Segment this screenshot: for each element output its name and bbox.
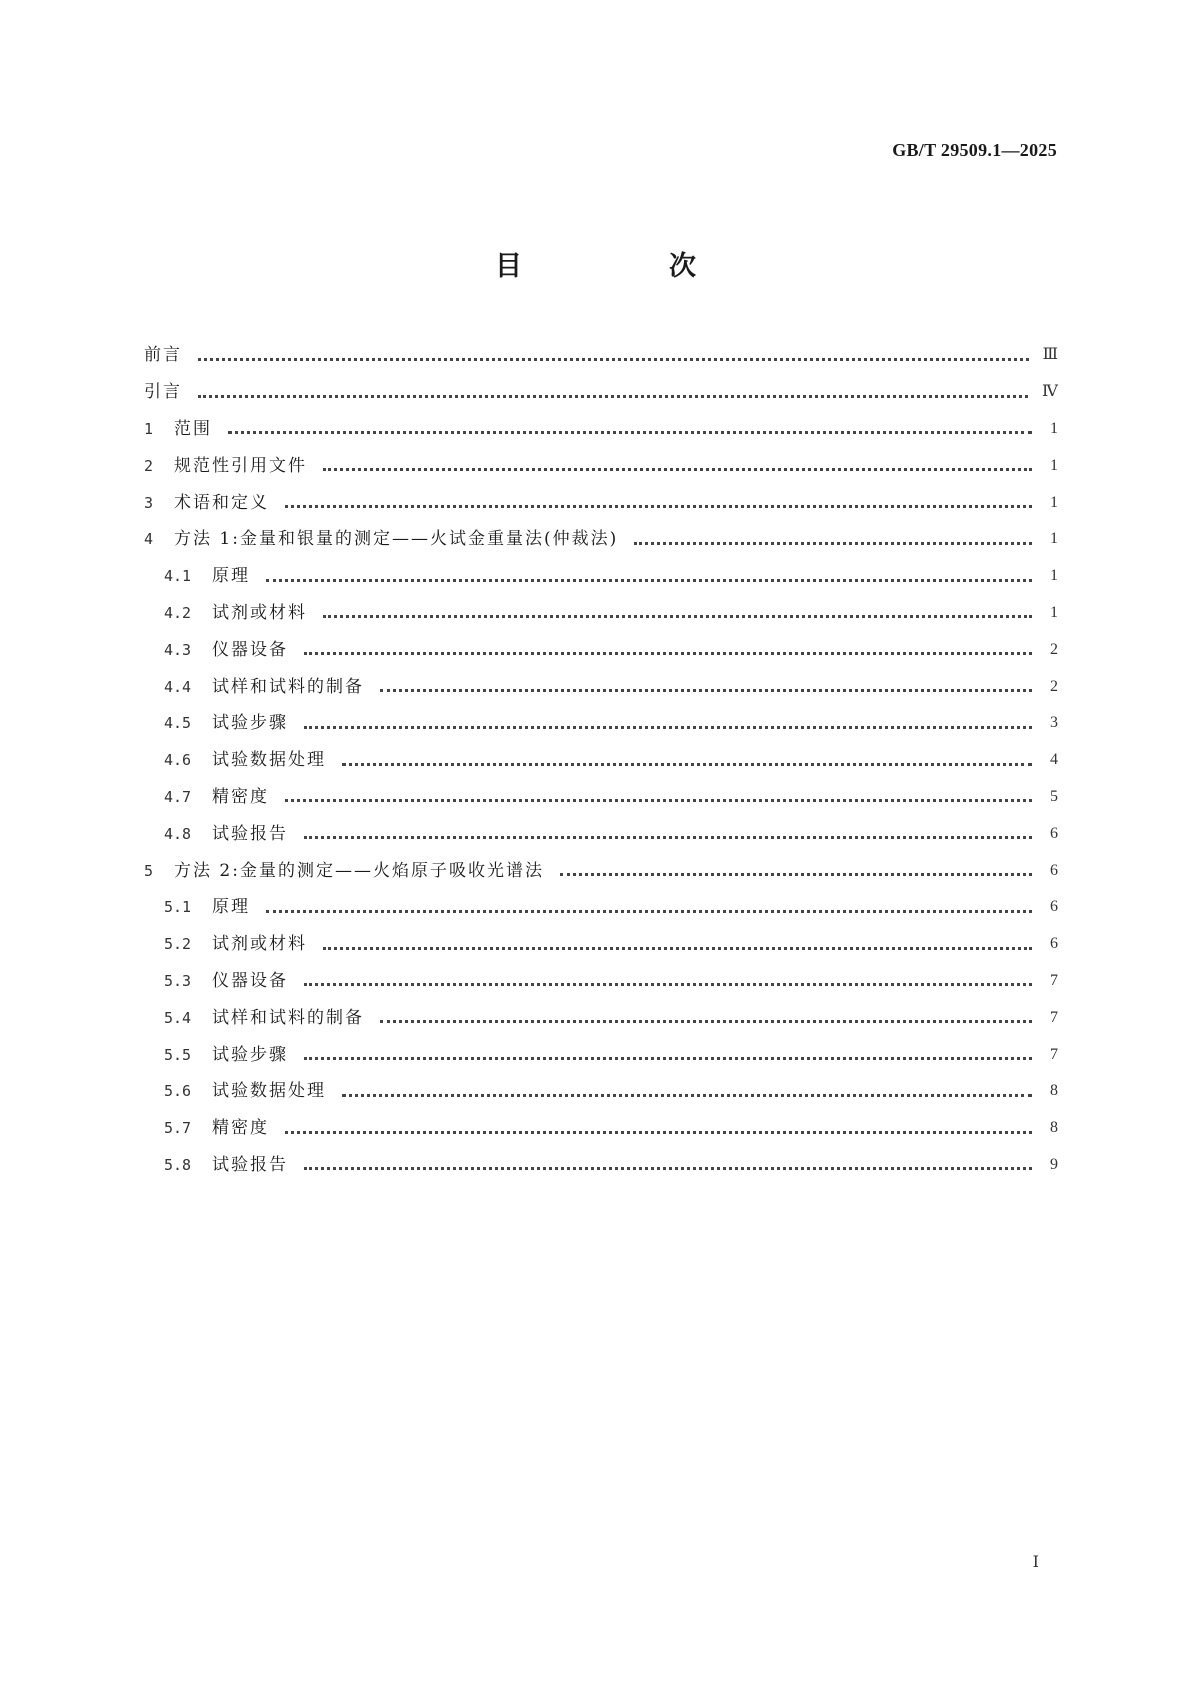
- toc-entry[interactable]: [144, 1073, 1058, 1110]
- toc-entry-page: 6: [1050, 935, 1058, 953]
- toc-entry-number: 5.1: [164, 898, 192, 917]
- dot-leader: [342, 1094, 1032, 1097]
- toc-entry-label: 试验报告: [212, 823, 288, 844]
- toc-entry-page: 9: [1050, 1155, 1058, 1173]
- toc-entry[interactable]: [144, 815, 1058, 852]
- dot-leader: [285, 505, 1032, 508]
- toc-entry-number: 4.1: [164, 567, 192, 586]
- toc-entry[interactable]: [144, 558, 1058, 595]
- toc-entry-page: 1: [1050, 493, 1058, 511]
- toc-entry-page: 4: [1050, 751, 1058, 769]
- toc-entry-label: 引言: [144, 382, 182, 403]
- toc-entry[interactable]: [144, 337, 1058, 374]
- toc-entry-label: 试验数据处理: [212, 750, 326, 771]
- toc-entry-number: 1: [144, 419, 154, 438]
- dot-leader: [198, 395, 1028, 398]
- toc-entry[interactable]: [144, 595, 1058, 632]
- dot-leader: [634, 542, 1032, 545]
- toc-entry-number: 4.2: [164, 603, 192, 622]
- toc-entry-number: 5.7: [164, 1119, 192, 1138]
- toc-entry-number: 5.4: [164, 1008, 192, 1027]
- toc-entry-label: 精密度: [212, 1118, 269, 1139]
- toc-entry[interactable]: [144, 521, 1058, 558]
- dot-leader: [342, 763, 1032, 766]
- dot-leader: [304, 1057, 1032, 1060]
- toc-entry-page: 7: [1050, 971, 1058, 989]
- toc-entry-label: 试验报告: [212, 1154, 288, 1175]
- dot-leader: [304, 726, 1032, 729]
- toc-entry-page: 3: [1050, 714, 1058, 732]
- toc-entry[interactable]: [144, 1036, 1058, 1073]
- toc-entry-label: 精密度: [212, 786, 269, 807]
- dot-leader: [323, 468, 1032, 471]
- toc-entry-label: 术语和定义: [174, 492, 269, 513]
- toc-entry-page: 2: [1050, 640, 1058, 658]
- toc-entry[interactable]: [144, 779, 1058, 816]
- toc-entry[interactable]: [144, 1147, 1058, 1184]
- toc-entry[interactable]: [144, 999, 1058, 1036]
- dot-leader: [560, 873, 1032, 876]
- dot-leader: [304, 652, 1032, 655]
- toc-entry-number: 2: [144, 456, 154, 475]
- toc-entry-number: 4.8: [164, 824, 192, 843]
- dot-leader: [380, 689, 1032, 692]
- toc-entry-label: 试验数据处理: [212, 1081, 326, 1102]
- toc-entry[interactable]: [144, 963, 1058, 1000]
- toc-entry-label: 方法 2:金量的测定——火焰原子吸收光谱法: [174, 860, 544, 881]
- toc-entry[interactable]: [144, 484, 1058, 521]
- toc-entry-number: 4.4: [164, 677, 192, 696]
- toc-entry[interactable]: [144, 705, 1058, 742]
- toc-entry-number: 4.7: [164, 787, 192, 806]
- toc-entry-number: 5.8: [164, 1155, 192, 1174]
- toc-entry-page: 6: [1050, 861, 1058, 879]
- toc-entry-page: 6: [1050, 898, 1058, 916]
- toc-entry[interactable]: [144, 742, 1058, 779]
- toc-entry-page: 7: [1050, 1045, 1058, 1063]
- toc-entry-page: 1: [1050, 530, 1058, 548]
- toc-entry-number: 5.5: [164, 1045, 192, 1064]
- dot-leader: [198, 358, 1029, 361]
- toc-entry-page: 6: [1050, 824, 1058, 842]
- page-number: Ⅰ: [1032, 1554, 1039, 1571]
- table-of-contents: [144, 337, 1058, 1183]
- toc-entry-number: 4.5: [164, 714, 192, 733]
- toc-entry[interactable]: [144, 631, 1058, 668]
- toc-entry-label: 试验步骤: [212, 713, 288, 734]
- toc-entry-label: 试剂或材料: [212, 602, 307, 623]
- toc-entry-label: 试样和试料的制备: [212, 1007, 364, 1028]
- dot-leader: [228, 431, 1032, 434]
- toc-entry-page: 1: [1050, 567, 1058, 585]
- toc-entry-page: 5: [1050, 787, 1058, 805]
- toc-entry-label: 原理: [212, 897, 250, 918]
- toc-entry-number: 3: [144, 493, 154, 512]
- toc-entry-label: 方法 1:金量和银量的测定——火试金重量法(仲裁法): [174, 529, 619, 550]
- toc-entry[interactable]: [144, 374, 1058, 411]
- toc-entry-number: 4.6: [164, 751, 192, 770]
- dot-leader: [304, 983, 1032, 986]
- toc-entry-number: 4: [144, 530, 154, 549]
- toc-entry[interactable]: [144, 411, 1058, 448]
- dot-leader: [266, 910, 1032, 913]
- dot-leader: [323, 947, 1032, 950]
- toc-entry-label: 原理: [212, 566, 250, 587]
- toc-entry[interactable]: [144, 926, 1058, 963]
- toc-entry-label: 范围: [174, 418, 212, 439]
- toc-entry-page: 2: [1050, 677, 1058, 695]
- toc-entry[interactable]: [144, 668, 1058, 705]
- toc-entry-page: Ⅳ: [1042, 383, 1058, 401]
- toc-entry-number: 5.6: [164, 1082, 192, 1101]
- toc-entry-number: 5.3: [164, 971, 192, 990]
- toc-entry-label: 仪器设备: [212, 970, 288, 991]
- toc-entry-label: 试剂或材料: [212, 934, 307, 955]
- toc-entry-number: 4.3: [164, 640, 192, 659]
- toc-entry[interactable]: [144, 447, 1058, 484]
- dot-leader: [285, 799, 1032, 802]
- toc-entry-number: 5.2: [164, 935, 192, 954]
- toc-entry-page: 8: [1050, 1082, 1058, 1100]
- dot-leader: [304, 1167, 1032, 1170]
- toc-entry-page: 1: [1050, 603, 1058, 621]
- toc-entry-label: 仪器设备: [212, 639, 288, 660]
- page-title: 目 次: [495, 251, 756, 282]
- toc-entry-label: 前言: [144, 345, 182, 366]
- toc-entry[interactable]: [144, 889, 1058, 926]
- toc-entry[interactable]: [144, 852, 1058, 889]
- standard-number: GB/T 29509.1—2025: [892, 140, 1057, 160]
- toc-entry-page: 1: [1050, 419, 1058, 437]
- toc-entry[interactable]: [144, 1110, 1058, 1147]
- toc-entry-page: 1: [1050, 456, 1058, 474]
- dot-leader: [380, 1020, 1032, 1023]
- dot-leader: [285, 1131, 1032, 1134]
- toc-entry-page: 8: [1050, 1119, 1058, 1137]
- toc-entry-label: 试样和试料的制备: [212, 676, 364, 697]
- toc-entry-page: 7: [1050, 1008, 1058, 1026]
- toc-entry-label: 规范性引用文件: [174, 455, 307, 476]
- dot-leader: [323, 615, 1032, 618]
- toc-entry-label: 试验步骤: [212, 1044, 288, 1065]
- toc-entry-number: 5: [144, 861, 154, 880]
- dot-leader: [304, 836, 1032, 839]
- toc-entry-page: Ⅲ: [1042, 346, 1058, 364]
- dot-leader: [266, 579, 1032, 582]
